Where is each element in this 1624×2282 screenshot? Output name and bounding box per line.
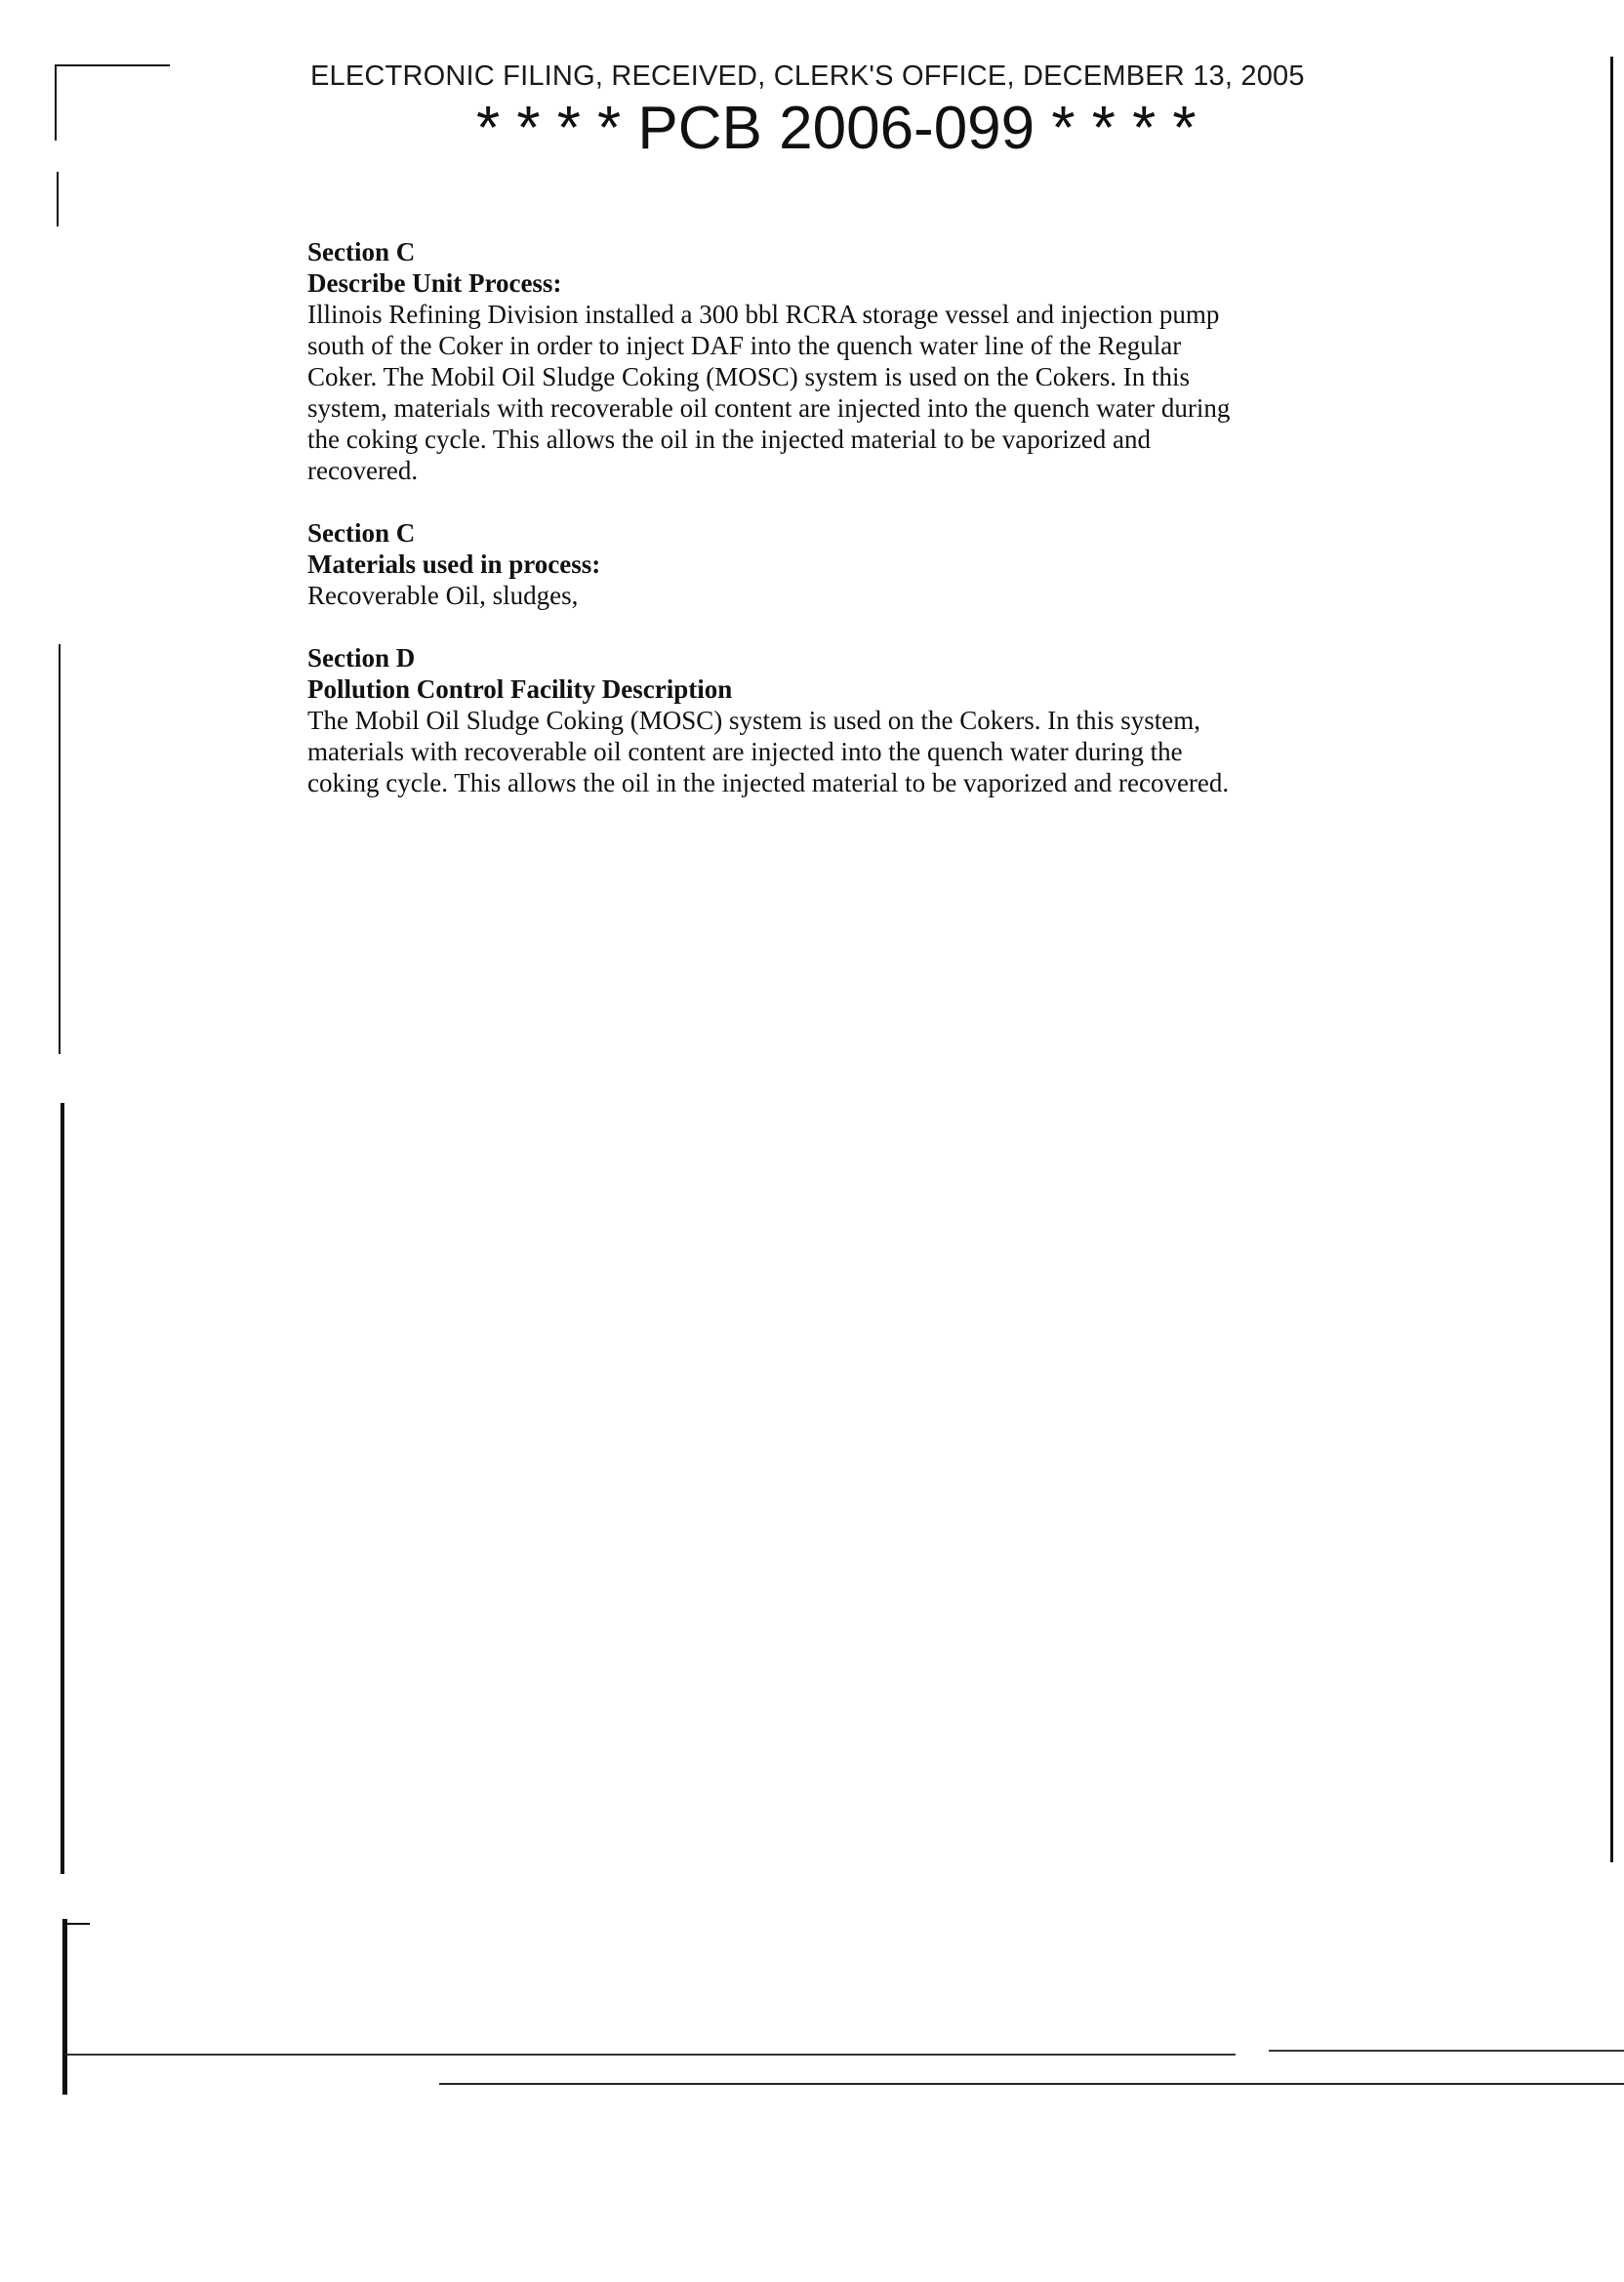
section-heading: Describe Unit Process: xyxy=(307,268,562,298)
scan-edge-left-mid xyxy=(57,172,59,226)
scan-line-bottom-1b xyxy=(1269,2050,1624,2052)
section-materials-used xyxy=(307,517,1440,611)
scan-line-bottom-1 xyxy=(64,2054,1236,2056)
scan-edge-bottom-tick xyxy=(64,1923,90,1925)
scan-edge-left-long xyxy=(59,644,61,1054)
section-body: Illinois Refining Division installed a 300 bbl RCRA storage vessel and injection pump south of the Coker in order to inject DAF into the quench water line of the Regular Coker. The Mobil Oil Sludge Coking (MOSC) system is used on the Cokers. In this system, materials with recoverable oil content are injected into the quench water during the coking cycle. This allows the oil in the injected material to be vaporized and recovered. xyxy=(307,300,1231,485)
case-number: * * * * PCB 2006-099 * * * * xyxy=(476,95,1197,162)
section-label: Section C xyxy=(307,518,416,548)
section-heading: Materials used in process: xyxy=(307,550,601,579)
filing-stamp: ELECTRONIC FILING, RECEIVED, CLERK'S OFFICE, DECEMBER 13, 2005 xyxy=(310,61,1305,92)
scan-edge-top-left xyxy=(55,64,170,66)
section-pollution-control xyxy=(307,642,1440,798)
scan-edge-left-bottom xyxy=(62,1919,67,2095)
scan-line-bottom-2 xyxy=(439,2083,1624,2085)
document-body xyxy=(307,236,1440,830)
section-heading: Pollution Control Facility Description xyxy=(307,674,733,704)
section-body: The Mobil Oil Sludge Coking (MOSC) system is used on the Cokers. In this system, materials with recoverable oil content are injected into the quench water during the coking cycle. This allows the oil in the injected material to be vaporized and recovered. xyxy=(307,706,1230,797)
scan-edge-right xyxy=(1610,57,1613,1862)
scan-edge-left-lower xyxy=(61,1103,64,1874)
scan-edge-left-upper xyxy=(55,64,57,141)
section-describe-unit-process xyxy=(307,236,1440,486)
section-label: Section D xyxy=(307,643,416,672)
section-body: Recoverable Oil, sludges, xyxy=(307,581,579,610)
section-label: Section C xyxy=(307,237,416,266)
